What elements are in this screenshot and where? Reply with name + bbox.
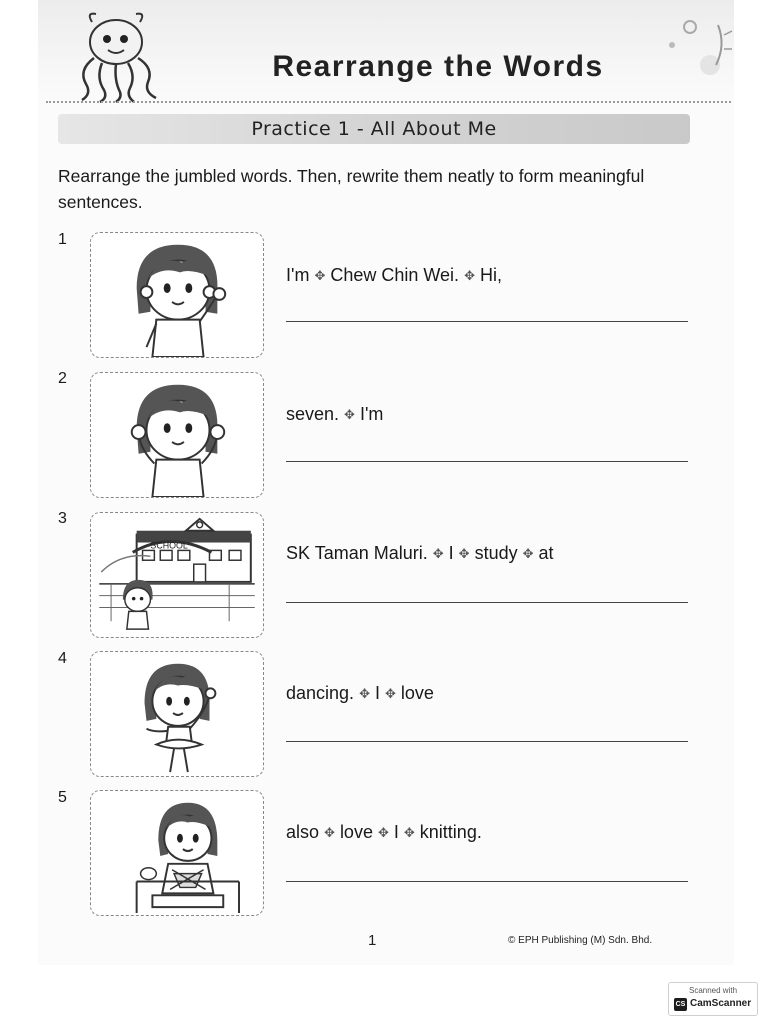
word: I'm [286,265,310,285]
word: at [538,543,554,563]
word: I'm [359,404,384,424]
item-number: 2 [58,370,67,387]
separator-icon: ✥ [464,268,475,283]
page-title: Rearrange the Words [272,50,604,83]
separator-icon: ✥ [458,546,470,561]
answer-line[interactable] [286,602,688,603]
separator-icon: ✥ [403,825,415,840]
separator-icon: ✥ [324,825,335,840]
separator-icon: ✥ [314,268,326,283]
word: love [339,822,373,842]
separator-icon: ✥ [522,546,534,561]
item-number: 3 [58,510,67,527]
jellyfish-mascot-icon [56,8,176,104]
word: I [448,543,454,563]
dotted-divider [46,101,731,103]
school-sign-text: SCHOOL [150,540,188,551]
girl-knitting-icon [91,791,263,915]
jumbled-words [286,543,554,564]
item-number: 4 [58,650,67,667]
jumbled-words [286,822,482,843]
word: I [374,683,380,703]
word: seven. [286,404,340,424]
word: dancing. [286,683,355,703]
item-number: 5 [58,789,67,806]
answer-line[interactable] [286,461,688,462]
word: SK Taman Maluri. [286,543,428,563]
scanned-with-text: Scanned with [688,986,738,995]
answer-line[interactable] [286,321,688,322]
illustration-girl-knitting [90,790,264,916]
separator-icon: ✥ [377,825,389,840]
word: study [474,543,518,563]
jumbled-words [286,265,502,286]
instructions-text: Rearrange the jumbled words. Then, rewrite them neatly to form meaningful sentences. [58,166,645,212]
camscanner-name: CamScanner [690,998,752,1009]
illustration-girl-waving [90,232,264,358]
word: also [286,822,320,842]
camscanner-logo-icon: CS [674,998,687,1011]
illustration-girl-showing-age [90,372,264,498]
illustration-girl-dancing [90,651,264,777]
section-subtitle: Practice 1 - All About Me [251,118,497,140]
answer-line[interactable] [286,741,688,742]
illustration-school [90,512,264,638]
camscanner-watermark [668,982,758,1016]
word: love [400,683,434,703]
girl-showing-seven-icon [91,373,263,497]
copyright-text: © EPH Publishing (M) Sdn. Bhd. [508,935,653,946]
page-number: 1 [368,932,377,949]
word: Hi, [479,265,502,285]
separator-icon: ✥ [344,407,355,422]
answer-line[interactable] [286,881,688,882]
jumbled-words [286,404,383,425]
girl-waving-icon [91,233,263,357]
word: knitting. [419,822,482,842]
girl-dancing-icon [91,652,263,776]
separator-icon: ✥ [359,686,370,701]
school-building-icon [91,513,263,637]
separator-icon: ✥ [432,546,444,561]
subtitle-band [58,114,690,144]
jumbled-words [286,683,434,704]
word: Chew Chin Wei. [330,265,460,285]
item-number: 1 [58,231,67,248]
word: I [393,822,399,842]
separator-icon: ✥ [384,686,396,701]
